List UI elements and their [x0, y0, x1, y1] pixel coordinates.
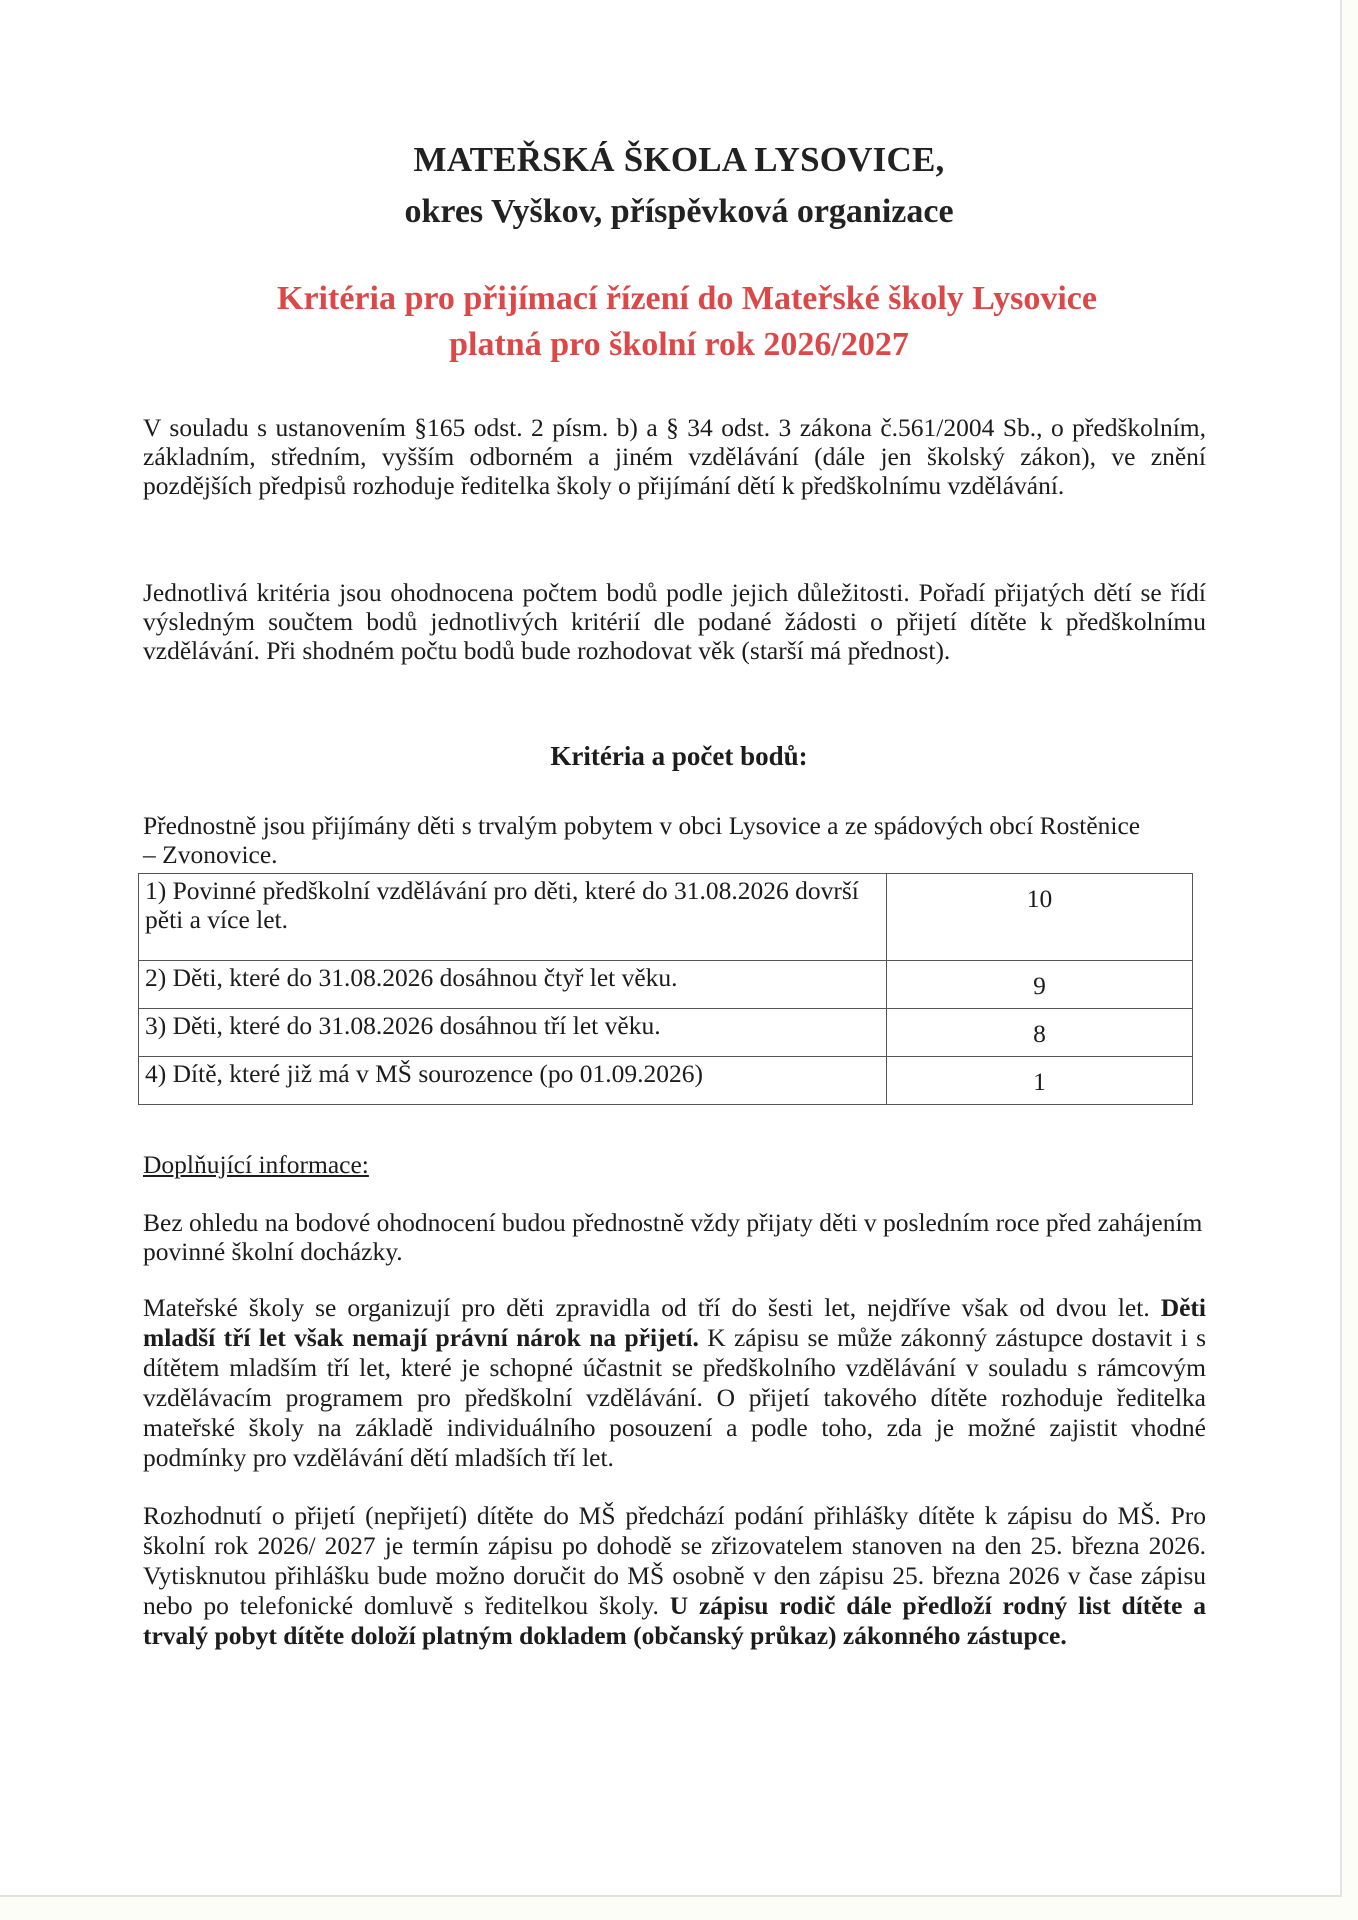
criteria-title-line1: Kritéria pro přijímací řízení do Mateřské školy Lysovice	[277, 280, 1097, 317]
age-paragraph-text-cont: K zápisu se může zákonný zástupce dostavit i s dítětem mladším tří let, které je schopné účastnit se předškolního vzdělávání v souladu s rámcovým vzdělávacím programem pro předškolní vzdělávání. O přijetí takového dítěte rozhoduje ředitelka mateřské školy na základě individuálního posouzení a podle toho, zda je možné zajistit vhodné podmínky pro vzdělávání dětí mladších tří let.	[143, 1323, 1206, 1472]
enrollment-paragraph-text: Rozhodnutí o přijetí (nepřijetí) dítěte do MŠ předchází podání přihlášky dítěte k zápisu do MŠ. Pro školní rok 2026/ 2027 je termín zápisu po dohodě se zřizovatelem stanoven na den 25. března 2026. Vytisknutou přihlášku bude možno doručit do MŠ osobně v den zápisu 25. března 2026 v čase zápisu nebo po telefonické domluvě s ředitelkou školy.	[143, 1501, 1206, 1620]
school-name: MATEŘSKÁ ŠKOLA LYSOVICE,	[413, 140, 945, 179]
table-row	[139, 874, 1193, 961]
age-paragraph-text: Mateřské školy se organizují pro děti zpravidla od tří do šesti let, nejdříve však od dvou let.	[143, 1293, 1161, 1322]
legal-claim-notice: Děti mladší tří let však nemají právní nárok na přijetí.	[143, 1293, 1206, 1352]
required-documents-notice: U zápisu rodič dále předloží rodný list dítěte a trvalý pobyt dítěte doloží platným dokladem (občanský průkaz) zákonného zástupce.	[143, 1591, 1207, 1650]
school-subtitle: okres Vyškov, příspěvková organizace	[404, 193, 954, 230]
criterion-description: 4) Dítě, které již má v MŠ sourozence (po 01.09.2026)	[139, 1057, 887, 1105]
scoring-paragraph: Jednotlivá kritéria jsou ohodnocena počtem bodů podle jejich důležitosti. Pořadí přijatých dětí se řídí výsledným součtem bodů jednotlivých kritérií dle podané žádosti o přijetí dítěte k předškolnímu vzdělávání. Při shodném počtu bodů bude rozhodovat věk (starší má přednost).	[143, 578, 1206, 665]
table-row	[139, 1057, 1193, 1105]
age-paragraph	[143, 1293, 1206, 1473]
table-row	[139, 1009, 1193, 1057]
criterion-description: 2) Děti, které do 31.08.2026 dosáhnou čtyř let věku.	[139, 961, 887, 1009]
additional-info-heading: Doplňující informace:	[143, 1150, 369, 1179]
criterion-points: 9	[887, 961, 1193, 1009]
criterion-points: 10	[887, 874, 1193, 961]
criteria-heading: Kritéria a počet bodů:	[550, 741, 808, 771]
criteria-title-line2: platná pro školní rok 2026/2027	[449, 326, 909, 363]
criterion-points: 1	[887, 1057, 1193, 1105]
criteria-preamble: Přednostně jsou přijímány děti s trvalým pobytem v obci Lysovice a ze spádových obcí Rostěnice – Zvonovice.	[143, 811, 1141, 869]
criterion-points: 8	[887, 1009, 1193, 1057]
criterion-description: 3) Děti, které do 31.08.2026 dosáhnou tří let věku.	[139, 1009, 887, 1057]
criteria-table	[138, 873, 1193, 1105]
legal-basis-paragraph: V souladu s ustanovením §165 odst. 2 písm. b) a § 34 odst. 3 zákona č.561/2004 Sb., o předškolním, základním, středním, vyšším odborném a jiném vzdělávání (dále jen školský zákon), ve znění pozdějších předpisů rozhoduje ředitelka školy o přijímání dětí k předškolnímu vzdělávání.	[143, 413, 1206, 500]
criterion-description: 1) Povinné předškolní vzdělávání pro děti, které do 31.08.2026 dovrší pěti a více let.	[139, 874, 887, 961]
table-row	[139, 961, 1193, 1009]
enrollment-paragraph	[143, 1501, 1206, 1651]
priority-paragraph: Bez ohledu na bodové ohodnocení budou přednostně vždy přijaty děti v posledním roce před zahájením povinné školní docházky.	[143, 1208, 1203, 1266]
